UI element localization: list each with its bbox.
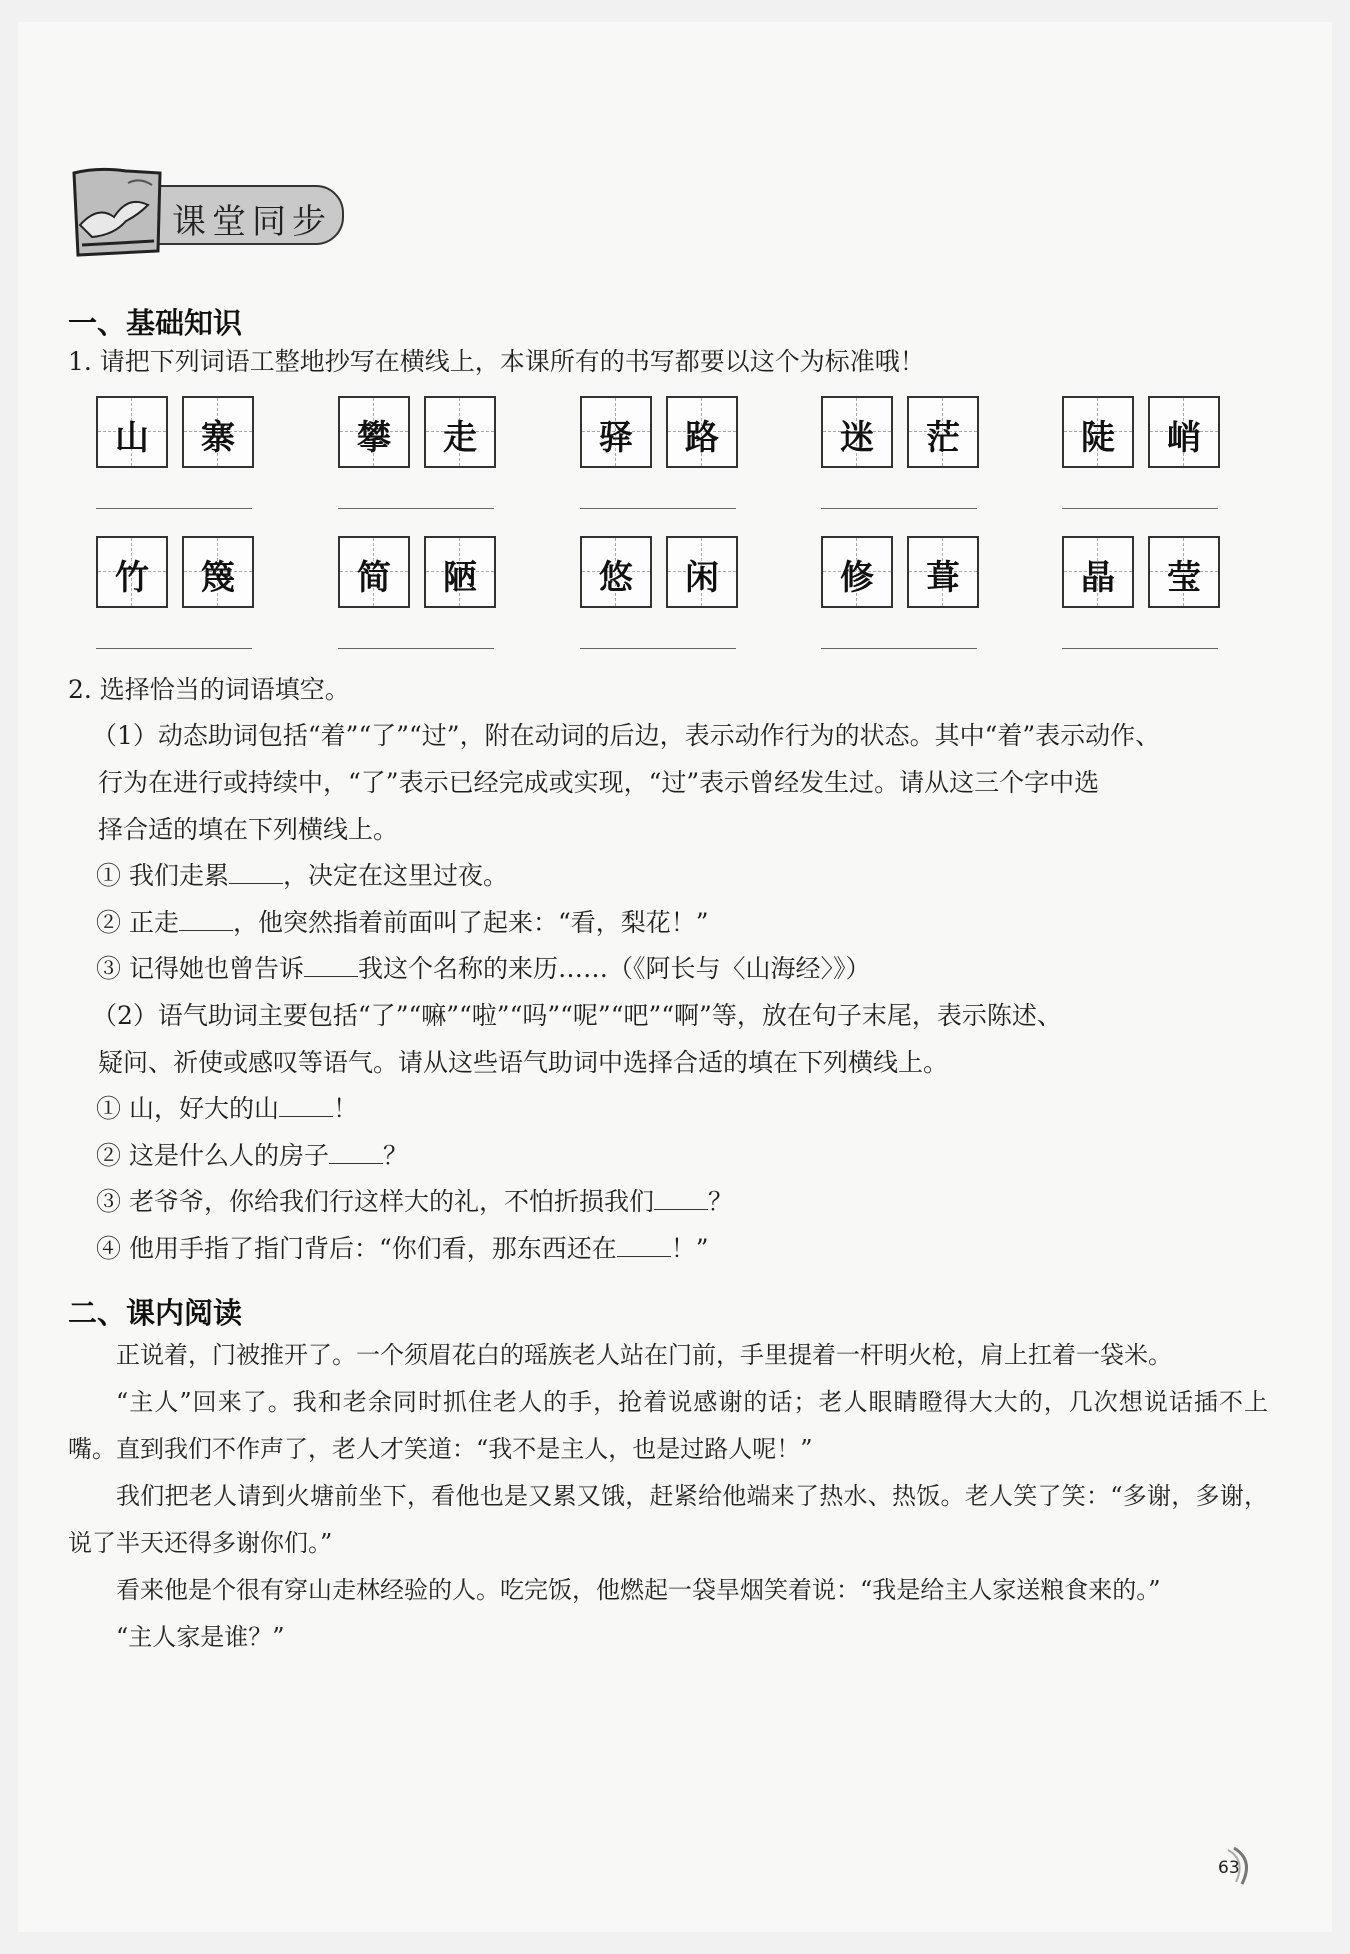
character-grid-cell [182,536,254,608]
copy-writing-line[interactable] [96,648,252,649]
grid-character: 莹 [1167,558,1201,598]
grid-character: 陋 [443,558,477,598]
copy-writing-line[interactable] [821,508,977,509]
grid-character: 迷 [840,418,874,458]
q2-p2-item-3: ③ 老爷爷，你给我们行这样大的礼，不怕折损我们 ？ [96,1187,733,1216]
copy-writing-line[interactable] [1062,508,1218,509]
word-pair [1062,536,1222,656]
fill-blank[interactable] [279,1094,333,1117]
word-pair [580,536,740,656]
dinosaur-book-icon [68,165,168,260]
character-grid-cell [424,396,496,468]
character-grid-cell [424,536,496,608]
word-pair [338,396,498,516]
character-grid-cell [338,536,410,608]
character-grid-cell [821,396,893,468]
grid-character: 悠 [599,558,633,598]
character-grid-cell [821,536,893,608]
grid-character: 陡 [1081,418,1115,458]
character-grid-cell [338,396,410,468]
grid-character: 山 [115,418,149,458]
banner-title: 课堂同步 [172,202,332,242]
reading-paragraph-2: “主人”回来了。我和老余同时抓住老人的手，抢着说感谢的话；老人眼睛瞪得大大的，几次想说话插不上嘴。直到我们不作声了，老人才笑道：“我不是主人，也是过路人呢！” [68,1388,1268,1463]
reading-paragraph-4: 看来他是个很有穿山走林经验的人。吃完饭，他燃起一袋旱烟笑着说：“我是给主人家送粮食来的。” [116,1576,1161,1604]
character-grid-cell [907,536,979,608]
q2-p2-item-4: ④ 他用手指了指门背后：“你们看，那东西还在 ！” [96,1234,709,1263]
q2-p1-item-3: ③ 记得她也曾告诉 我这个名称的来历……（《阿长与〈山海经〉》） [96,954,871,983]
q2-p2-item-1: ① 山，好大的山 ！ [96,1094,358,1123]
grid-character: 驿 [599,418,633,458]
grid-character: 闲 [685,558,719,598]
word-pair [1062,396,1222,516]
character-grid-cell [907,396,979,468]
q2-p1-line-3: 择合适的填在下列横线上。 [98,815,399,844]
character-grid-cell [96,396,168,468]
section-1-heading: 一、基础知识 [68,306,243,340]
character-grid-cell [666,396,738,468]
fill-blank[interactable] [654,1187,708,1210]
q1-prompt: 1. 请把下列词语工整地抄写在横线上，本课所有的书写都要以这个为标准哦！ [68,347,925,376]
grid-character: 晶 [1081,558,1115,598]
grid-character: 简 [357,558,391,598]
grid-character: 茫 [926,418,960,458]
character-grid-cell [1148,396,1220,468]
character-grid-cell [182,396,254,468]
word-pair [338,536,498,656]
section-2-heading: 二、课内阅读 [68,1296,243,1330]
grid-character: 路 [685,418,719,458]
character-grid-cell [96,536,168,608]
reading-paragraph-3: 我们把老人请到火塘前坐下，看他也是又累又饿，赶紧给他端来了热水、热饭。老人笑了笑：“多谢，多谢，说了半天还得多谢你们。” [68,1482,1268,1557]
grid-character: 竹 [115,558,149,598]
fill-blank[interactable] [617,1234,671,1257]
copy-writing-line[interactable] [580,508,736,509]
copy-writing-line[interactable] [96,508,252,509]
q2-p1-line-1: （1）动态助词包括“着”“了”“过”，附在动词的后边，表示动作行为的状态。其中“着”表示动作、 [92,721,1161,750]
grid-character: 攀 [357,418,391,458]
grid-character: 寨 [201,418,235,458]
q2-p2-item-2: ② 这是什么人的房子 ？ [96,1141,408,1170]
grid-character: 修 [840,558,874,598]
copy-writing-line[interactable] [821,648,977,649]
q2-p1-item-1: ① 我们走累 ，决定在这里过夜。 [96,861,508,890]
grid-character: 葺 [926,558,960,598]
q2-p2-line-1: （2）语气助词主要包括“了”“嘛”“啦”“吗”“呢”“吧”“啊”等，放在句子末尾，表示陈述、 [92,1001,1062,1030]
character-grid-cell [1148,536,1220,608]
word-pair [821,396,981,516]
reading-passage [68,1332,1268,1661]
fill-blank[interactable] [329,1141,383,1164]
word-pair [821,536,981,656]
q2-p1-item-2: ② 正走 ，他突然指着前面叫了起来：“看，梨花！” [96,908,709,937]
word-pair [96,396,256,516]
copy-writing-line[interactable] [1062,648,1218,649]
reading-paragraph-1: 正说着，门被推开了。一个须眉花白的瑶族老人站在门前，手里提着一杆明火枪，肩上扛着一袋米。 [116,1341,1172,1369]
character-grid-cell [580,536,652,608]
copy-writing-line[interactable] [338,648,494,649]
reading-paragraph-5: “主人家是谁？” [116,1623,285,1651]
character-grid-cell [580,396,652,468]
character-grid-cell [1062,396,1134,468]
q2-prompt: 2. 选择恰当的词语填空。 [68,675,350,704]
character-grid-cell [666,536,738,608]
character-grid-cell [1062,536,1134,608]
copy-writing-line[interactable] [338,508,494,509]
copy-writing-line[interactable] [580,648,736,649]
fill-blank[interactable] [304,954,358,977]
fill-blank[interactable] [229,861,283,884]
q2-p1-line-2: 行为在进行或持续中，“了”表示已经完成或实现，“过”表示曾经发生过。请从这三个字中选 [98,768,1100,797]
grid-character: 篾 [201,558,235,598]
section-banner [68,165,348,260]
fill-blank[interactable] [179,908,233,931]
word-pair [96,536,256,656]
q2-p2-line-2: 疑问、祈使或感叹等语气。请从这些语气助词中选择合适的填在下列横线上。 [98,1048,949,1077]
page-number-text: 63 [1218,1858,1240,1878]
page-number [1208,1846,1254,1886]
grid-character: 走 [443,418,477,458]
word-pair [580,396,740,516]
grid-character: 峭 [1167,418,1201,458]
